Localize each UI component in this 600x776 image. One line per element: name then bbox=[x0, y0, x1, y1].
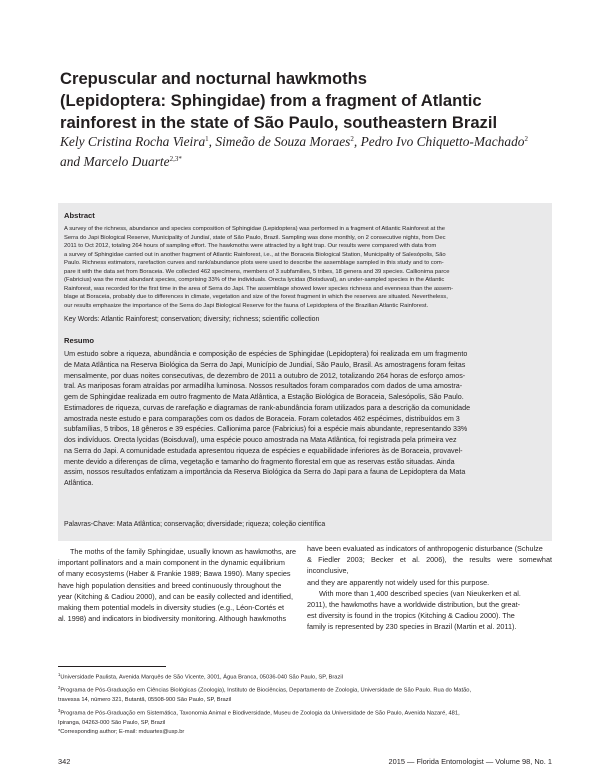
footnote-text: Programa de Pós-Graduação em Ciências Biológicas (Zoologia), Instituto de Biociências, Departamento de Zoologia, Universidade de São Paulo. Rua do Matão, bbox=[60, 687, 472, 694]
author-affiliation-mark: 2,3* bbox=[169, 154, 182, 163]
body-line: have been evaluated as indicators of anthropogenic disturbance (Schulze bbox=[307, 544, 543, 553]
abstract-line: Serra do Japi Biological Reserve, Municipality of Jundiaí, state of São Paulo, Brazil. Sampling was done monthly, on 2 consecutive nights, from Dec bbox=[64, 234, 446, 241]
resumo-line: na Serra do Japi. A comunidade estudada apresentou riqueza de espécies e equabilidade inferiores às de Boraceia, provavel- bbox=[64, 446, 463, 455]
resumo-line: mensalmente, por duas noites consecutivas, de dezembro de 2011 a outubro de 2012, totalizando 264 horas de esforço amos- bbox=[64, 371, 466, 380]
footnote-mark: 3 bbox=[58, 707, 61, 713]
resumo-line: amostrada neste estudo e para comparações com os dados de Boraceia. Foram coletados 462 espécimes, distribuídos em 3 bbox=[64, 414, 460, 423]
abstract-line: a survey of Sphingidae carried out in another fragment of Atlantic Rainforest, i.e., at the Boraceia Biological Station, Municipality of Salesópolis, São bbox=[64, 251, 446, 258]
body-line: have high population densities and breed continuously throughout the bbox=[58, 580, 282, 590]
author-conjunction: and bbox=[60, 153, 84, 169]
author-affiliation-mark: 2 bbox=[350, 135, 354, 143]
body-line: & Fiedler 2003; Becker et al. 2006), the results were somewhat inconclusive, bbox=[307, 555, 552, 576]
page-number: 342 bbox=[58, 757, 71, 766]
footnote-divider bbox=[58, 666, 166, 667]
journal-citation: 2015 — Florida Entomologist — Volume 98, No. 1 bbox=[388, 757, 552, 766]
body-line: The moths of the family Sphingidae, usually known as hawkmoths, are bbox=[70, 547, 297, 556]
body-line: year (Kitching & Cadiou 2000), and can be easily collected and identified, bbox=[58, 591, 293, 601]
body-line: of many ecosystems (Haber & Frankie 1989; Bawa 1990). Many species bbox=[58, 569, 291, 579]
footnote bbox=[58, 706, 552, 719]
author-name: Simeão de Souza Moraes bbox=[215, 134, 351, 149]
resumo-line: subfamílias, 5 tribos, 18 gêneros e 39 espécies. Callionima parce (Fabricius) foi a espécie mais abundante, representando 33% bbox=[64, 425, 468, 434]
footnote-text: Ipiranga, 04263-000 São Paulo, SP, Brazil bbox=[58, 719, 166, 726]
abstract-line: Rainforest, was recorded for the first time in the area of Serra do Japi. The assemblage showed lower species richness and evenness than the assem- bbox=[64, 285, 454, 292]
abstract-keywords: Key Words: Atlantic Rainforest; conservation; diversity; richness; scientific collection bbox=[64, 316, 320, 323]
body-line: With more than 1,400 described species (van Nieukerken et al. bbox=[319, 588, 521, 598]
resumo-line: Atlântica. bbox=[64, 479, 94, 487]
footnote bbox=[58, 728, 552, 738]
abstract-line: pare it with the data set from Boraceia. We collected 462 specimens, members of 3 subfamilies, 5 tribes, 18 genera and 39 species. Callionima parce bbox=[64, 268, 450, 275]
body-column-left bbox=[58, 546, 303, 624]
abstract-heading: Abstract bbox=[64, 211, 95, 220]
footnote-text: Programa de Pós-Graduação em Sistemática, Taxonomia Animal e Biodiversidade, Museu de Zoologia da Universidade de São Paulo, Avenida Nazaré, 481, bbox=[60, 710, 460, 716]
resumo-keywords: Palavras-Chave: Mata Atlântica; conservação; diversidade; riqueza; coleção científica bbox=[64, 521, 326, 528]
author-list bbox=[60, 131, 560, 170]
body-line: est diversity is found in the tropics (Kitching & Cadiou 2000). The bbox=[307, 611, 515, 621]
resumo-line: tral. As mariposas foram atraídas por armadilha luminosa. Nossos resultados foram comparados com dados de uma amostra- bbox=[64, 382, 463, 391]
abstract-line: our results emphasize the importance of the Serra do Japi Biological Reserve for the fauna of Lepidoptera of the Brazilian Atlantic Rainforest. bbox=[64, 302, 429, 309]
footnote bbox=[58, 670, 552, 683]
footnote bbox=[58, 719, 552, 729]
resumo-line: Estimadores de riqueza, curvas de rarefação e diagramas de rank-abundância foram utilizados para a descrição da comunidade bbox=[64, 403, 471, 412]
resumo-text bbox=[64, 349, 546, 489]
author-separator: , bbox=[208, 134, 216, 149]
footnote-text: travessa 14, número 321, Butantã, 05508-900 São Paulo, SP, Brazil bbox=[58, 697, 232, 703]
resumo-line: dos indivíduos. Orecta lycidas (Boisduval), uma espécie pouco amostrada na Mata Atlântica, foi registrada pela primeira vez bbox=[64, 436, 457, 444]
resumo-line: assim, nossos resultados enfatizam a importância da Reserva Biológica da Serra do Japi para a fauna de Lepidoptera da Mata bbox=[64, 468, 466, 477]
abstract-line: Paulo. Richness estimators, rarefaction curves and rank/abundance plots were used to describe the assemblage sampled in this study and to com- bbox=[64, 260, 444, 266]
body-line: 2011), the hawkmoths have a worldwide distribution, but the great- bbox=[307, 600, 521, 610]
resumo-line: gem de Sphingidae realizada em outro fragmento de Mata Atlântica, a Estação Biológica de Boraceia, Salesópolis, São Paulo. bbox=[64, 393, 464, 401]
title-line: Crepuscular and nocturnal hawkmoths bbox=[60, 69, 368, 88]
corresponding-author: *Corresponding author; E-mail: mduartes@usp.br bbox=[58, 729, 185, 735]
body-line: making them potential models in diversity studies (e.g., Léon-Cortés et bbox=[58, 603, 285, 613]
abstract-panel bbox=[58, 203, 552, 541]
title-line: (Lepidoptera: Sphingidae) from a fragment of Atlantic bbox=[60, 91, 482, 110]
author-name: Pedro Ivo Chiquetto-Machado bbox=[360, 134, 525, 149]
body-line: family is represented by 230 species in Brazil (Martin et al. 2011). bbox=[307, 622, 517, 632]
abstract-line: 2011 to Oct 2012, totaling 264 hours of sampling effort. The hawkmoths were attracted by a light trap. Our results were compared with data from bbox=[64, 243, 437, 249]
body-line: and they are apparently not widely used for this purpose. bbox=[307, 577, 490, 587]
author-name: Marcelo Duarte bbox=[83, 153, 170, 169]
footnote-text: Universidade Paulista, Avenida Marquês de São Vicente, 3001, Água Branca, 05036-040 São Paulo, SP, Brazil bbox=[60, 674, 343, 681]
footnote bbox=[58, 696, 552, 706]
footnote-mark: 2 bbox=[58, 685, 61, 690]
author-separator: , bbox=[353, 134, 361, 149]
resumo-line: mente devido a diferenças de clima, vegetação e tamanho do fragmento florestal em que as reservas estão situadas. Ainda bbox=[64, 457, 455, 466]
resumo-line: de Mata Atlântica na Reserva Biológica da Serra do Japi, Município de Jundiaí, São Paulo, Brasil. As amostragens foram feitas bbox=[64, 360, 466, 369]
resumo-heading: Resumo bbox=[64, 336, 94, 345]
resumo-line: Um estudo sobre a riqueza, abundância e composição de espécies de Sphingidae (Lepidoptera) foi realizada em um fragmento bbox=[64, 350, 468, 358]
title-line: rainforest in the state of São Paulo, southeastern Brazil bbox=[60, 113, 498, 132]
article-title bbox=[60, 68, 560, 134]
body-line: al. 1998) and indicators in biodiversity monitoring. Although hawkmoths bbox=[58, 614, 287, 624]
body-column-right bbox=[307, 543, 552, 633]
author-affiliation-mark: 2 bbox=[524, 135, 528, 143]
footnote bbox=[58, 683, 552, 696]
abstract-text bbox=[64, 225, 546, 310]
abstract-line: A survey of the richness, abundance and species composition of Sphingidae (Lepidoptera) was performed in a fragment of Atlantic Rainforest at the bbox=[64, 226, 446, 232]
footnotes bbox=[58, 670, 552, 738]
author-affiliation-mark: 1 bbox=[205, 135, 209, 143]
footnote-mark: 1 bbox=[58, 672, 61, 677]
abstract-line: (Fabricius) was the most abundant species, comprising 33% of the individuals. Orecta lycidas (Boisduval), an under-sampled species in the Atlantic bbox=[64, 277, 445, 283]
author-name: Kely Cristina Rocha Vieira bbox=[60, 134, 206, 149]
body-line: important pollinators and a main component in the dynamic equilibrium bbox=[58, 558, 285, 568]
abstract-line: blage at Boraceia, probably due to differences in climate, vegetation and size of the forest fragment in which the reserves are situated. Nevertheless, bbox=[64, 294, 448, 300]
